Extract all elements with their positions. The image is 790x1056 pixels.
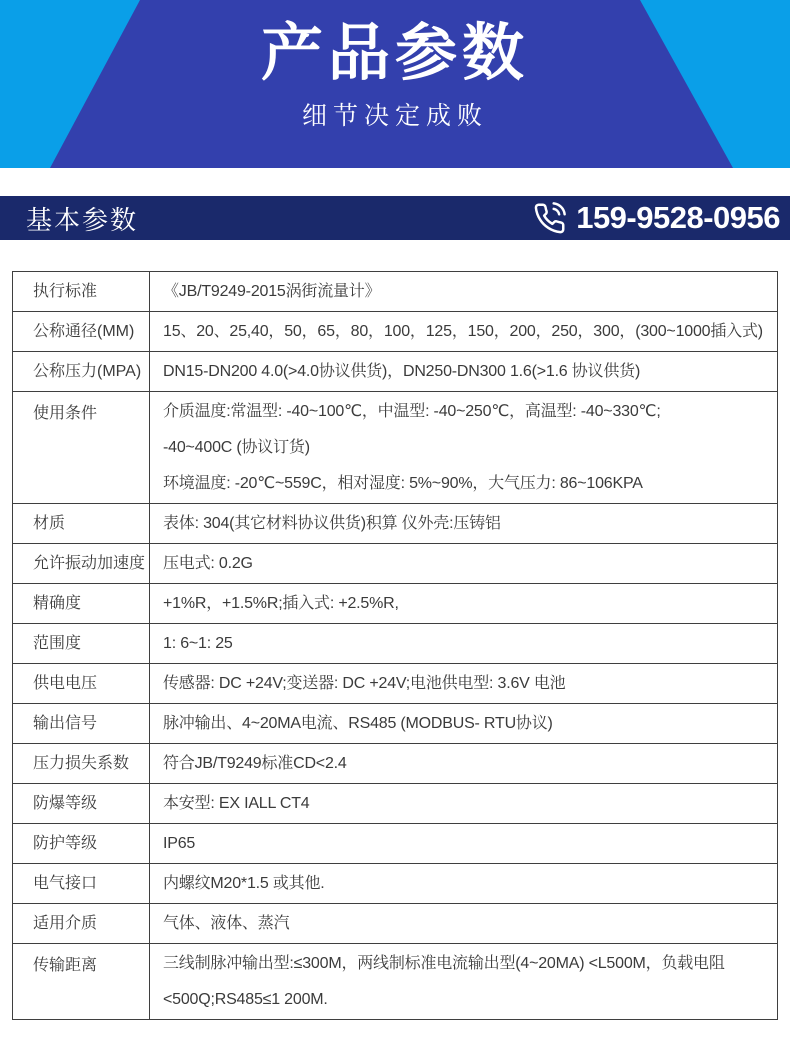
value-line: 内螺纹M20*1.5 或其他. bbox=[163, 875, 325, 892]
value-line: 介质温度:常温型: -40~100℃，中温型: -40~250℃，高温型: -40~330℃; bbox=[163, 403, 661, 420]
value-line: DN15-DN200 4.0(>4.0协议供货)，DN250-DN300 1.6(>1.6 协议供货) bbox=[163, 363, 641, 380]
phone-number: 159-9528-0956 bbox=[576, 200, 780, 235]
value-line: 三线制脉冲输出型:≤300M，两线制标准电流输出型(4~20MA) <L500M，负载电阻 bbox=[163, 955, 725, 972]
row-value bbox=[150, 744, 778, 784]
row-label: 材质 bbox=[13, 504, 150, 544]
row-value bbox=[150, 312, 778, 352]
row-value bbox=[150, 624, 778, 664]
row-label: 防爆等级 bbox=[13, 784, 150, 824]
value-line: 1: 6~1: 25 bbox=[163, 635, 233, 652]
basic-params-section-bar bbox=[0, 196, 790, 240]
table-row bbox=[13, 272, 778, 312]
table-row bbox=[13, 312, 778, 352]
row-value bbox=[150, 944, 778, 1020]
value-line: +1%R，+1.5%R;插入式: +2.5%R, bbox=[163, 595, 399, 612]
value-line: 《JB/T9249-2015涡街流量计》 bbox=[163, 283, 381, 300]
value-line: 表体: 304(其它材料协议供货)积算 仪外壳:压铸铝 bbox=[163, 515, 501, 532]
section-title: 基本参数 bbox=[26, 204, 139, 235]
row-value bbox=[150, 864, 778, 904]
product-params-banner bbox=[0, 0, 790, 168]
value-line: IP65 bbox=[163, 835, 196, 852]
table-row bbox=[13, 624, 778, 664]
value-line: 传感器: DC +24V;变送器: DC +24V;电池供电型: 3.6V 电池 bbox=[163, 675, 566, 692]
value-line: 符合JB/T9249标准CD<2.4 bbox=[163, 755, 347, 772]
contact-phone bbox=[533, 200, 780, 236]
table-row bbox=[13, 744, 778, 784]
page-title: 产品参数 bbox=[260, 19, 529, 88]
value-line: 气体、液体、蒸汽 bbox=[163, 915, 290, 932]
row-value bbox=[150, 272, 778, 312]
table-row bbox=[13, 352, 778, 392]
table-row bbox=[13, 864, 778, 904]
row-label: 执行标准 bbox=[13, 272, 150, 312]
row-value bbox=[150, 664, 778, 704]
table-row bbox=[13, 784, 778, 824]
row-value bbox=[150, 504, 778, 544]
row-value bbox=[150, 904, 778, 944]
row-value bbox=[150, 824, 778, 864]
value-line: 本安型: EX IALL CT4 bbox=[163, 795, 310, 812]
table-row bbox=[13, 904, 778, 944]
table-row bbox=[13, 824, 778, 864]
row-label: 公称压力(MPA) bbox=[13, 352, 150, 392]
row-label: 输出信号 bbox=[13, 704, 150, 744]
row-value bbox=[150, 784, 778, 824]
row-label: 电气接口 bbox=[13, 864, 150, 904]
table-row bbox=[13, 504, 778, 544]
table-row bbox=[13, 704, 778, 744]
row-label: 精确度 bbox=[13, 584, 150, 624]
table-row bbox=[13, 584, 778, 624]
value-line: -40~400C (协议订货) bbox=[163, 439, 310, 456]
row-label: 范围度 bbox=[13, 624, 150, 664]
page-subtitle: 细节决定成败 bbox=[301, 102, 488, 130]
params-table-wrap bbox=[12, 271, 778, 1020]
value-line: 脉冲输出、4~20MA电流、RS485 (MODBUS- RTU协议) bbox=[163, 715, 553, 732]
row-label: 适用介质 bbox=[13, 904, 150, 944]
row-value bbox=[150, 352, 778, 392]
row-label: 使用条件 bbox=[13, 392, 150, 504]
row-label: 供电电压 bbox=[13, 664, 150, 704]
table-row bbox=[13, 944, 778, 1020]
row-label: 防护等级 bbox=[13, 824, 150, 864]
table-row bbox=[13, 544, 778, 584]
row-value bbox=[150, 544, 778, 584]
table-row bbox=[13, 392, 778, 504]
banner-content bbox=[0, 0, 790, 132]
params-table bbox=[12, 271, 778, 1020]
value-line: 压电式: 0.2G bbox=[163, 555, 253, 572]
row-label: 公称通径(MM) bbox=[13, 312, 150, 352]
value-line: <500Q;RS485≤1 200M. bbox=[163, 991, 328, 1008]
row-label: 压力损失系数 bbox=[13, 744, 150, 784]
row-value bbox=[150, 392, 778, 504]
row-value bbox=[150, 584, 778, 624]
value-line: 环境温度: -20℃~559C，相对湿度: 5%~90%，大气压力: 86~106KPA bbox=[163, 475, 643, 492]
table-row bbox=[13, 664, 778, 704]
phone-call-icon bbox=[533, 202, 566, 235]
row-value bbox=[150, 704, 778, 744]
value-line: 15、20、25,40，50，65，80，100，125，150，200，250，300，(300~1000插入式) bbox=[163, 323, 763, 340]
row-label: 允许振动加速度 bbox=[13, 544, 150, 584]
row-label: 传输距离 bbox=[13, 944, 150, 1020]
